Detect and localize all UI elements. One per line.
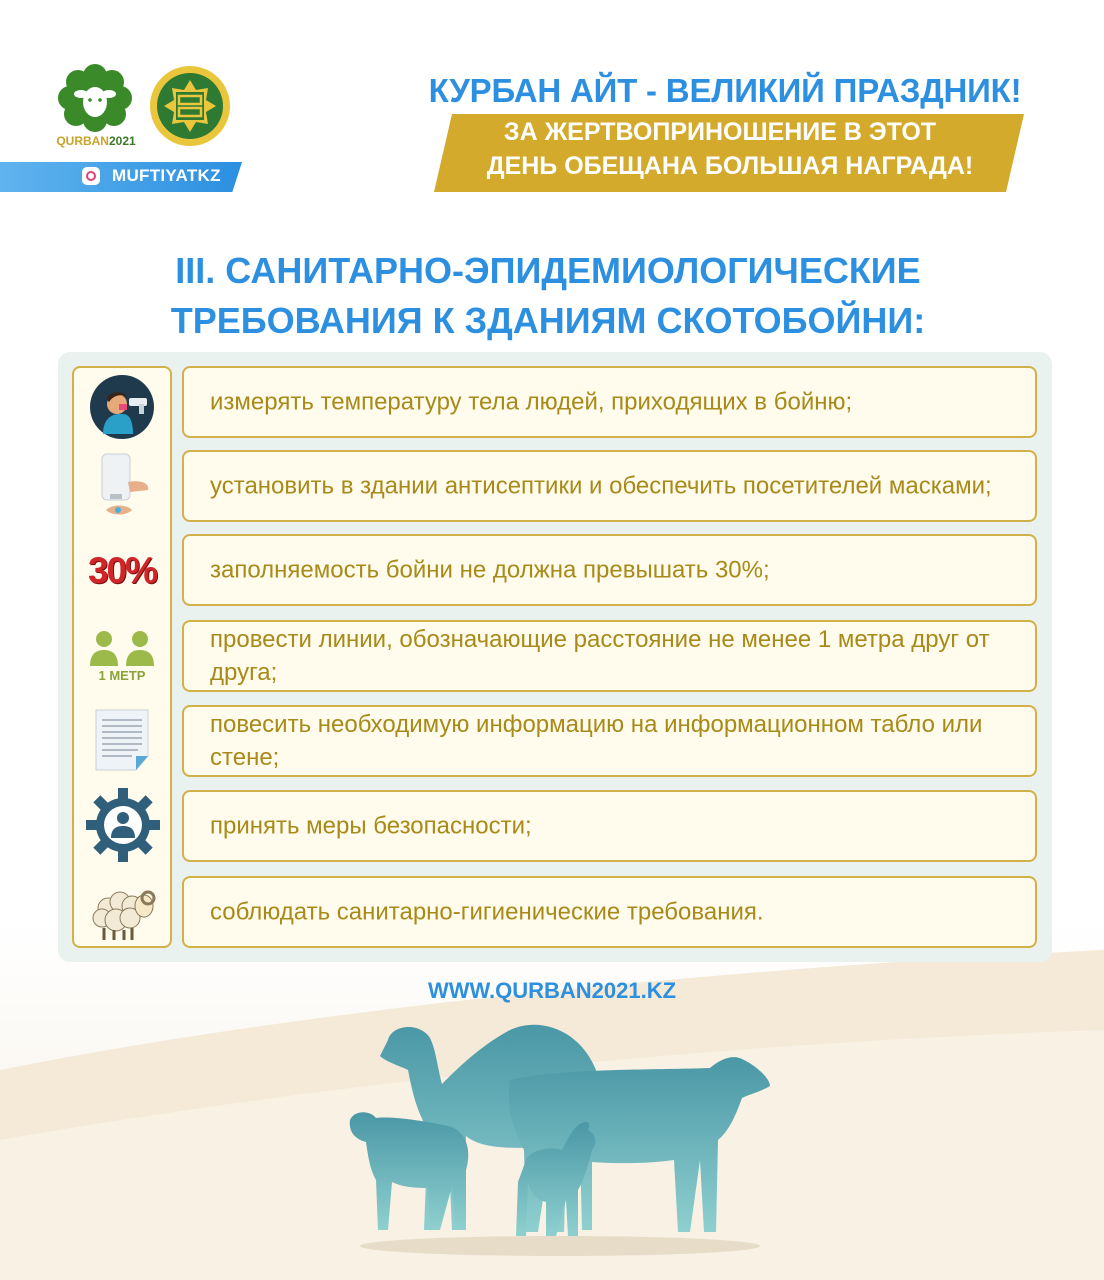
document-icon	[94, 708, 152, 772]
requirement-text: установить в здании антисептики и обеспечить посетителей масками;	[210, 472, 992, 500]
requirement-text: заполняемость бойни не должна превышать 30%;	[210, 556, 770, 584]
requirement-row	[182, 534, 1037, 606]
requirement-text: соблюдать санитарно-гигиенические требования.	[210, 898, 764, 926]
website-link[interactable]: WWW.QURBAN2021.KZ	[427, 978, 677, 1003]
requirement-row	[182, 366, 1037, 438]
thermometer-check-icon	[89, 374, 155, 440]
section-title	[0, 246, 1104, 346]
brand-name: QURBAN	[56, 134, 109, 148]
main-title: КУРБАН АЙТ - ВЕЛИКИЙ ПРАЗДНИК!	[428, 72, 1022, 109]
security-gear-icon	[84, 786, 162, 864]
banner-line-1: ЗА ЖЕРТВОПРИНОШЕНИЕ В ЭТОТ	[503, 118, 937, 146]
banner-line-2: ДЕНЬ ОБЕЩАНА БОЛЬШАЯ НАГРАДА!	[486, 152, 974, 180]
sheep-icon	[86, 884, 160, 942]
section-title-line-1: III. САНИТАРНО-ЭПИДЕМИОЛОГИЧЕСКИЕ	[175, 250, 921, 291]
distance-people-icon	[88, 630, 156, 668]
thirty-percent-icon: 30%	[87, 550, 157, 591]
requirement-row	[182, 620, 1037, 692]
section-title-line-2: ТРЕБОВАНИЯ К ЗДАНИЯМ СКОТОБОЙНИ:	[170, 300, 926, 341]
requirement-text: принять меры безопасности;	[210, 812, 532, 840]
requirement-text: провести линии, обозначающие расстояние не менее 1 метра друг от друга;	[210, 626, 990, 686]
requirement-text: измерять температуру тела людей, приходящих в бойню;	[210, 388, 853, 416]
requirement-row	[182, 450, 1037, 522]
requirement-row	[182, 705, 1037, 777]
instagram-handle[interactable]: MUFTIYATKZ	[112, 166, 221, 185]
requirement-text: повесить необходимую информацию на информационном табло или стене;	[210, 711, 983, 771]
distance-meter-label: 1 МЕТР	[98, 668, 146, 683]
animals-silhouette	[330, 1010, 790, 1260]
requirement-row	[182, 876, 1037, 948]
requirement-row	[182, 790, 1037, 862]
brand-year: 2021	[108, 134, 136, 148]
qmdb-emblem-logo	[148, 64, 232, 148]
instagram-icon	[82, 167, 100, 185]
sanitizer-dispenser-icon	[92, 452, 154, 520]
qurban-logo-text	[56, 134, 136, 148]
